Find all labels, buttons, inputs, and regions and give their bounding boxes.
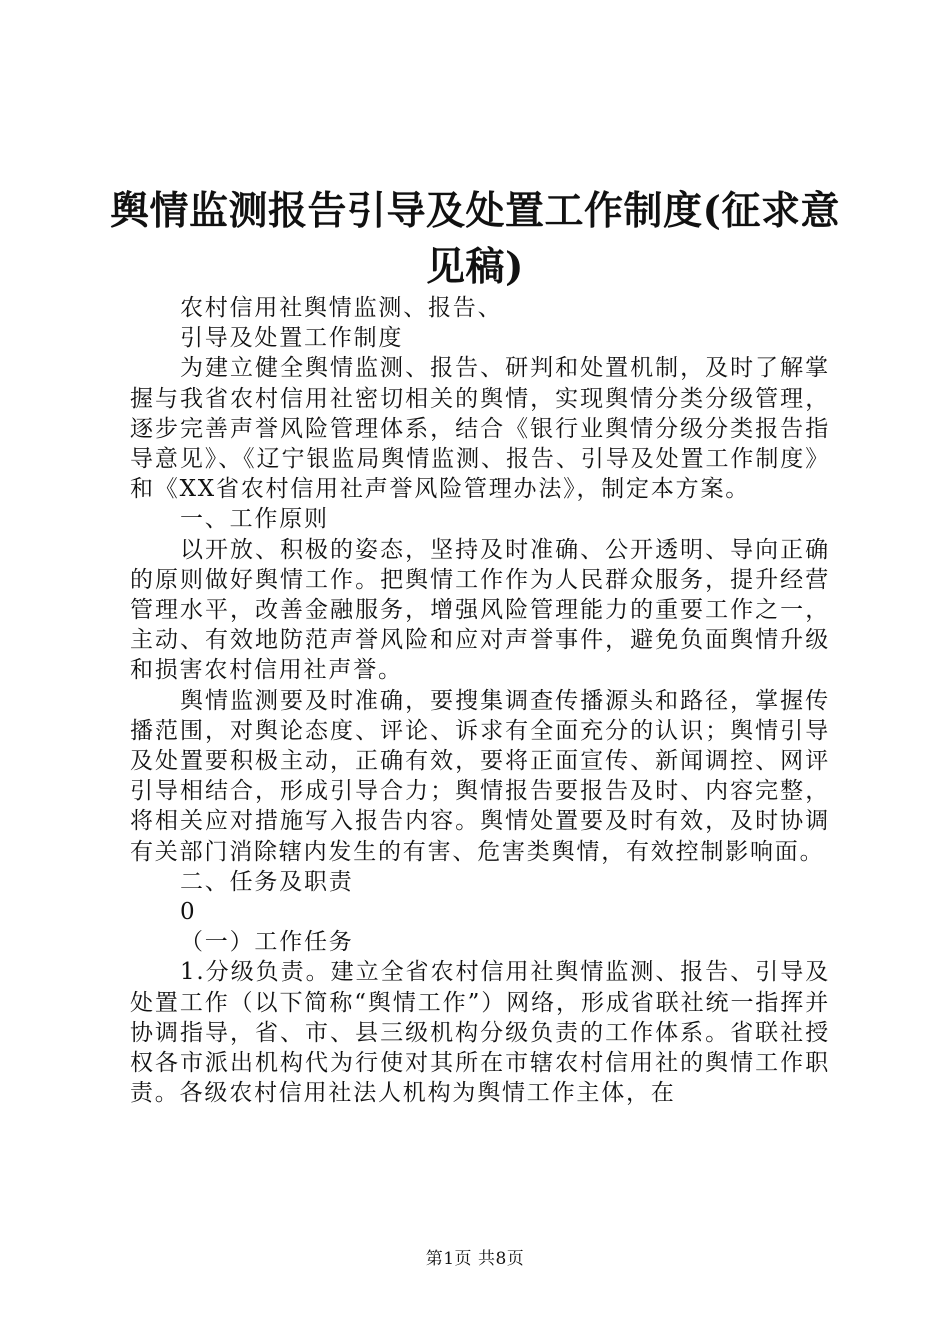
principles-paragraph-1: 以开放、积极的姿态，坚持及时准确、公开透明、导向正确的原则做好舆情工作。把舆情工作作为人民群众服务，提升经营管理水平，改善金融服务，增强风险管理能力的重要工作之一，主动、有效地防范声誉风险和应对声誉事件，避免负面舆情升级和损害农村信用社声誉。	[130, 536, 830, 684]
section-heading-duties: 二、任务及职责	[180, 868, 354, 895]
intro-paragraph: 为建立健全舆情监测、报告、研判和处置机制，及时了解掌握与我省农村信用社密切相关的舆情，实现舆情分类分级管理，逐步完善声誉风险管理体系，结合《银行业舆情分级分类报告指导意见》、《辽宁银监局舆情监测、报告、引导及处置工作制度》和《XX省农村信用社声誉风险管理办法》，制定本方案。	[130, 355, 830, 503]
stray-number: 0	[180, 899, 197, 926]
subtitle-line-1: 农村信用社舆情监测、报告、	[180, 295, 503, 321]
principles-paragraph-2: 舆情监测要及时准确，要搜集调查传播源头和路径，掌握传播范围，对舆论态度、评论、诉求有全面充分的认识；舆情引导及处置要积极主动，正确有效，要将正面宣传、新闻调控、网评引导相结合，形成引导合力；舆情报告要报告及时、内容完整，将相关应对措施写入报告内容。舆情处置要及时有效，及时协调有关部门消除辖内发生的有害、危害类舆情，有效控制影响面。	[130, 687, 830, 865]
document-body	[130, 293, 830, 1108]
subtitle-line-2: 引导及处置工作制度	[180, 325, 404, 352]
document-title: 舆情监测报告引导及处置工作制度(征求意见稿)	[110, 188, 840, 290]
page-number-footer: 第1页 共8页	[425, 1249, 525, 1269]
subsection-heading-tasks: （一）工作任务	[180, 929, 354, 956]
tasks-paragraph-1: 1.分级负责。建立全省农村信用社舆情监测、报告、引导及处置工作（以下简称“舆情工作”）网络，形成省联社统一指挥并协调指导，省、市、县三级机构分级负责的工作体系。省联社授权各市派出机构代为行使对其所在市辖农村信用社的舆情工作职责。各级农村信用社法人机构为舆情工作主体，在	[130, 959, 830, 1107]
section-heading-principles: 一、工作原则	[180, 506, 329, 533]
